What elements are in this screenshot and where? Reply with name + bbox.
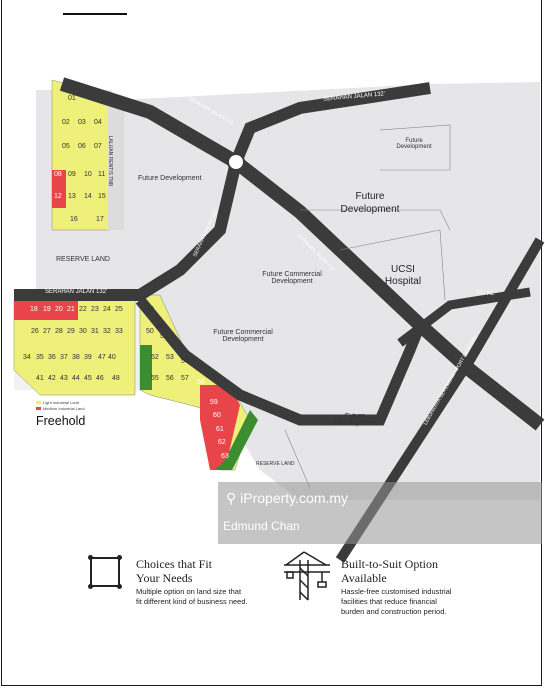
lot-label: 40 bbox=[108, 354, 116, 361]
area-future-dev-small: Future Development bbox=[396, 138, 432, 150]
feature-1-title: Choices that Fit Your Needs bbox=[136, 557, 212, 585]
green-strip-1 bbox=[140, 345, 152, 390]
legend-medium: Medium Industrial Land bbox=[36, 406, 85, 412]
lot-label: 11 bbox=[98, 171, 106, 178]
area-reserve-land: RESERVE LAND bbox=[56, 256, 110, 263]
lot-label: 25 bbox=[115, 306, 123, 313]
lot-label: 36 bbox=[48, 354, 56, 361]
road-label: SERAHAN JALAN 132' bbox=[186, 95, 235, 127]
lot-label: 22 bbox=[79, 306, 87, 313]
road-label: SERAHAN JALAN 132' bbox=[295, 232, 337, 274]
watermark-brand-text: iProperty.com.my bbox=[240, 490, 349, 506]
lot-label: 29 bbox=[67, 328, 75, 335]
lot-label: 46 bbox=[96, 375, 104, 382]
lot-label: 17 bbox=[96, 216, 104, 223]
lot-label: 07 bbox=[94, 143, 102, 150]
lot-label: 14 bbox=[84, 193, 92, 200]
map-legend bbox=[36, 400, 85, 412]
legend-light: Light Industrial Land bbox=[36, 400, 85, 406]
lot-label: 18 bbox=[30, 306, 38, 313]
lot-label: 16 bbox=[70, 216, 78, 223]
lot-label: 39 bbox=[84, 354, 92, 361]
lot-label: 08 bbox=[54, 171, 62, 178]
road-label: TO KL bbox=[477, 291, 495, 297]
feature-2-desc: Hassle-free customised industrial facilities that reduce financial burden and construction period. bbox=[341, 587, 452, 616]
lot-label: 35 bbox=[36, 354, 44, 361]
lot-label: 05 bbox=[62, 143, 70, 150]
land-base bbox=[112, 82, 540, 500]
lot-label: 54 bbox=[181, 358, 189, 365]
lot-label: 42 bbox=[48, 375, 56, 382]
lot-label: 41 bbox=[36, 375, 44, 382]
lot-label: 20 bbox=[55, 306, 63, 313]
lot-label: 58 bbox=[197, 379, 205, 386]
lot-label: 26 bbox=[31, 328, 39, 335]
lot-label: 56 bbox=[166, 375, 174, 382]
lot-label: 06 bbox=[78, 143, 86, 150]
area-ucsi-hospital: UCSI Hospital bbox=[384, 264, 422, 287]
road-label: SERAHAN JALAN 132' bbox=[192, 208, 220, 258]
feature-2-title: Built-to-Suit Option Available bbox=[341, 557, 439, 585]
lot-label: 45 bbox=[84, 375, 92, 382]
legend-light-swatch bbox=[36, 401, 41, 404]
lot-label: 38 bbox=[72, 354, 80, 361]
area-future-dev-left: Future Development bbox=[138, 175, 202, 182]
lot-label: 60 bbox=[213, 412, 221, 419]
lot-label: 28 bbox=[55, 328, 63, 335]
lot-label: 49 bbox=[146, 306, 154, 313]
freehold-label: Freehold bbox=[36, 414, 86, 428]
lot-label: 63 bbox=[221, 453, 229, 460]
lot-label: 19 bbox=[43, 306, 51, 313]
road-label: LEBUHRAYA SEREMBAN - PORT DICKSON bbox=[422, 335, 479, 427]
lot-label: 31 bbox=[91, 328, 99, 335]
lot-label: 01 bbox=[68, 95, 76, 102]
lot-label: 09 bbox=[68, 171, 76, 178]
lot-label: 03 bbox=[78, 119, 86, 126]
location-pin-icon: ⚲ bbox=[226, 490, 237, 506]
lot-label: 50 bbox=[146, 328, 154, 335]
lot-label: 59 bbox=[210, 399, 218, 406]
lot-label: 52 bbox=[151, 354, 159, 361]
area-future-commercial-1: Future Commercial Development bbox=[262, 271, 322, 285]
lot-label: 51 bbox=[160, 333, 168, 340]
lot-label: 02 bbox=[62, 119, 70, 126]
lot-label: 15 bbox=[98, 193, 106, 200]
lot-label: 27 bbox=[43, 328, 51, 335]
area-future-dev-big: Future Development bbox=[340, 191, 400, 215]
road-label: LALUAN RENTIS TNB bbox=[107, 135, 114, 187]
lot-label: 57 bbox=[181, 375, 189, 382]
lot-label: 47 bbox=[98, 354, 106, 361]
road-label: SERAHAN JALAN 132' bbox=[45, 289, 108, 295]
watermark-brand bbox=[226, 490, 348, 507]
lot-label: 62 bbox=[218, 439, 226, 446]
area-reserve-land-small: RESERVE LAND bbox=[256, 461, 295, 467]
lot-label: 33 bbox=[115, 328, 123, 335]
square-icon bbox=[90, 557, 120, 587]
lot-label: 43 bbox=[60, 375, 68, 382]
lot-label: 04 bbox=[94, 119, 102, 126]
lot-label: 30 bbox=[79, 328, 87, 335]
lot-label: 44 bbox=[72, 375, 80, 382]
lot-label: 10 bbox=[84, 171, 92, 178]
lot-label: 32 bbox=[103, 328, 111, 335]
legend-medium-swatch bbox=[36, 407, 41, 410]
roundabout bbox=[228, 154, 244, 170]
lot-label: 37 bbox=[60, 354, 68, 361]
lot-label: 61 bbox=[216, 426, 224, 433]
lot-label: 48 bbox=[112, 375, 120, 382]
lot-label: 21 bbox=[67, 306, 75, 313]
lot-label: 13 bbox=[68, 193, 76, 200]
lot-label: 23 bbox=[91, 306, 99, 313]
area-pe: PE bbox=[157, 324, 164, 330]
area-future-dev-bottom: Future Development bbox=[334, 413, 376, 427]
lot-label: 53 bbox=[166, 354, 174, 361]
lot-label: 55 bbox=[151, 375, 159, 382]
area-future-commercial-2: Future Commercial Development bbox=[213, 329, 273, 343]
feature-1-desc: Multiple option on land size that fit different kind of business need. bbox=[136, 587, 248, 606]
lot-label: 34 bbox=[23, 354, 31, 361]
watermark-agent: Edmund Chan bbox=[223, 519, 300, 533]
lot-label: 12 bbox=[54, 193, 62, 200]
road-label: SERAHAN JALAN 132' bbox=[322, 91, 386, 103]
lot-label: 24 bbox=[103, 306, 111, 313]
